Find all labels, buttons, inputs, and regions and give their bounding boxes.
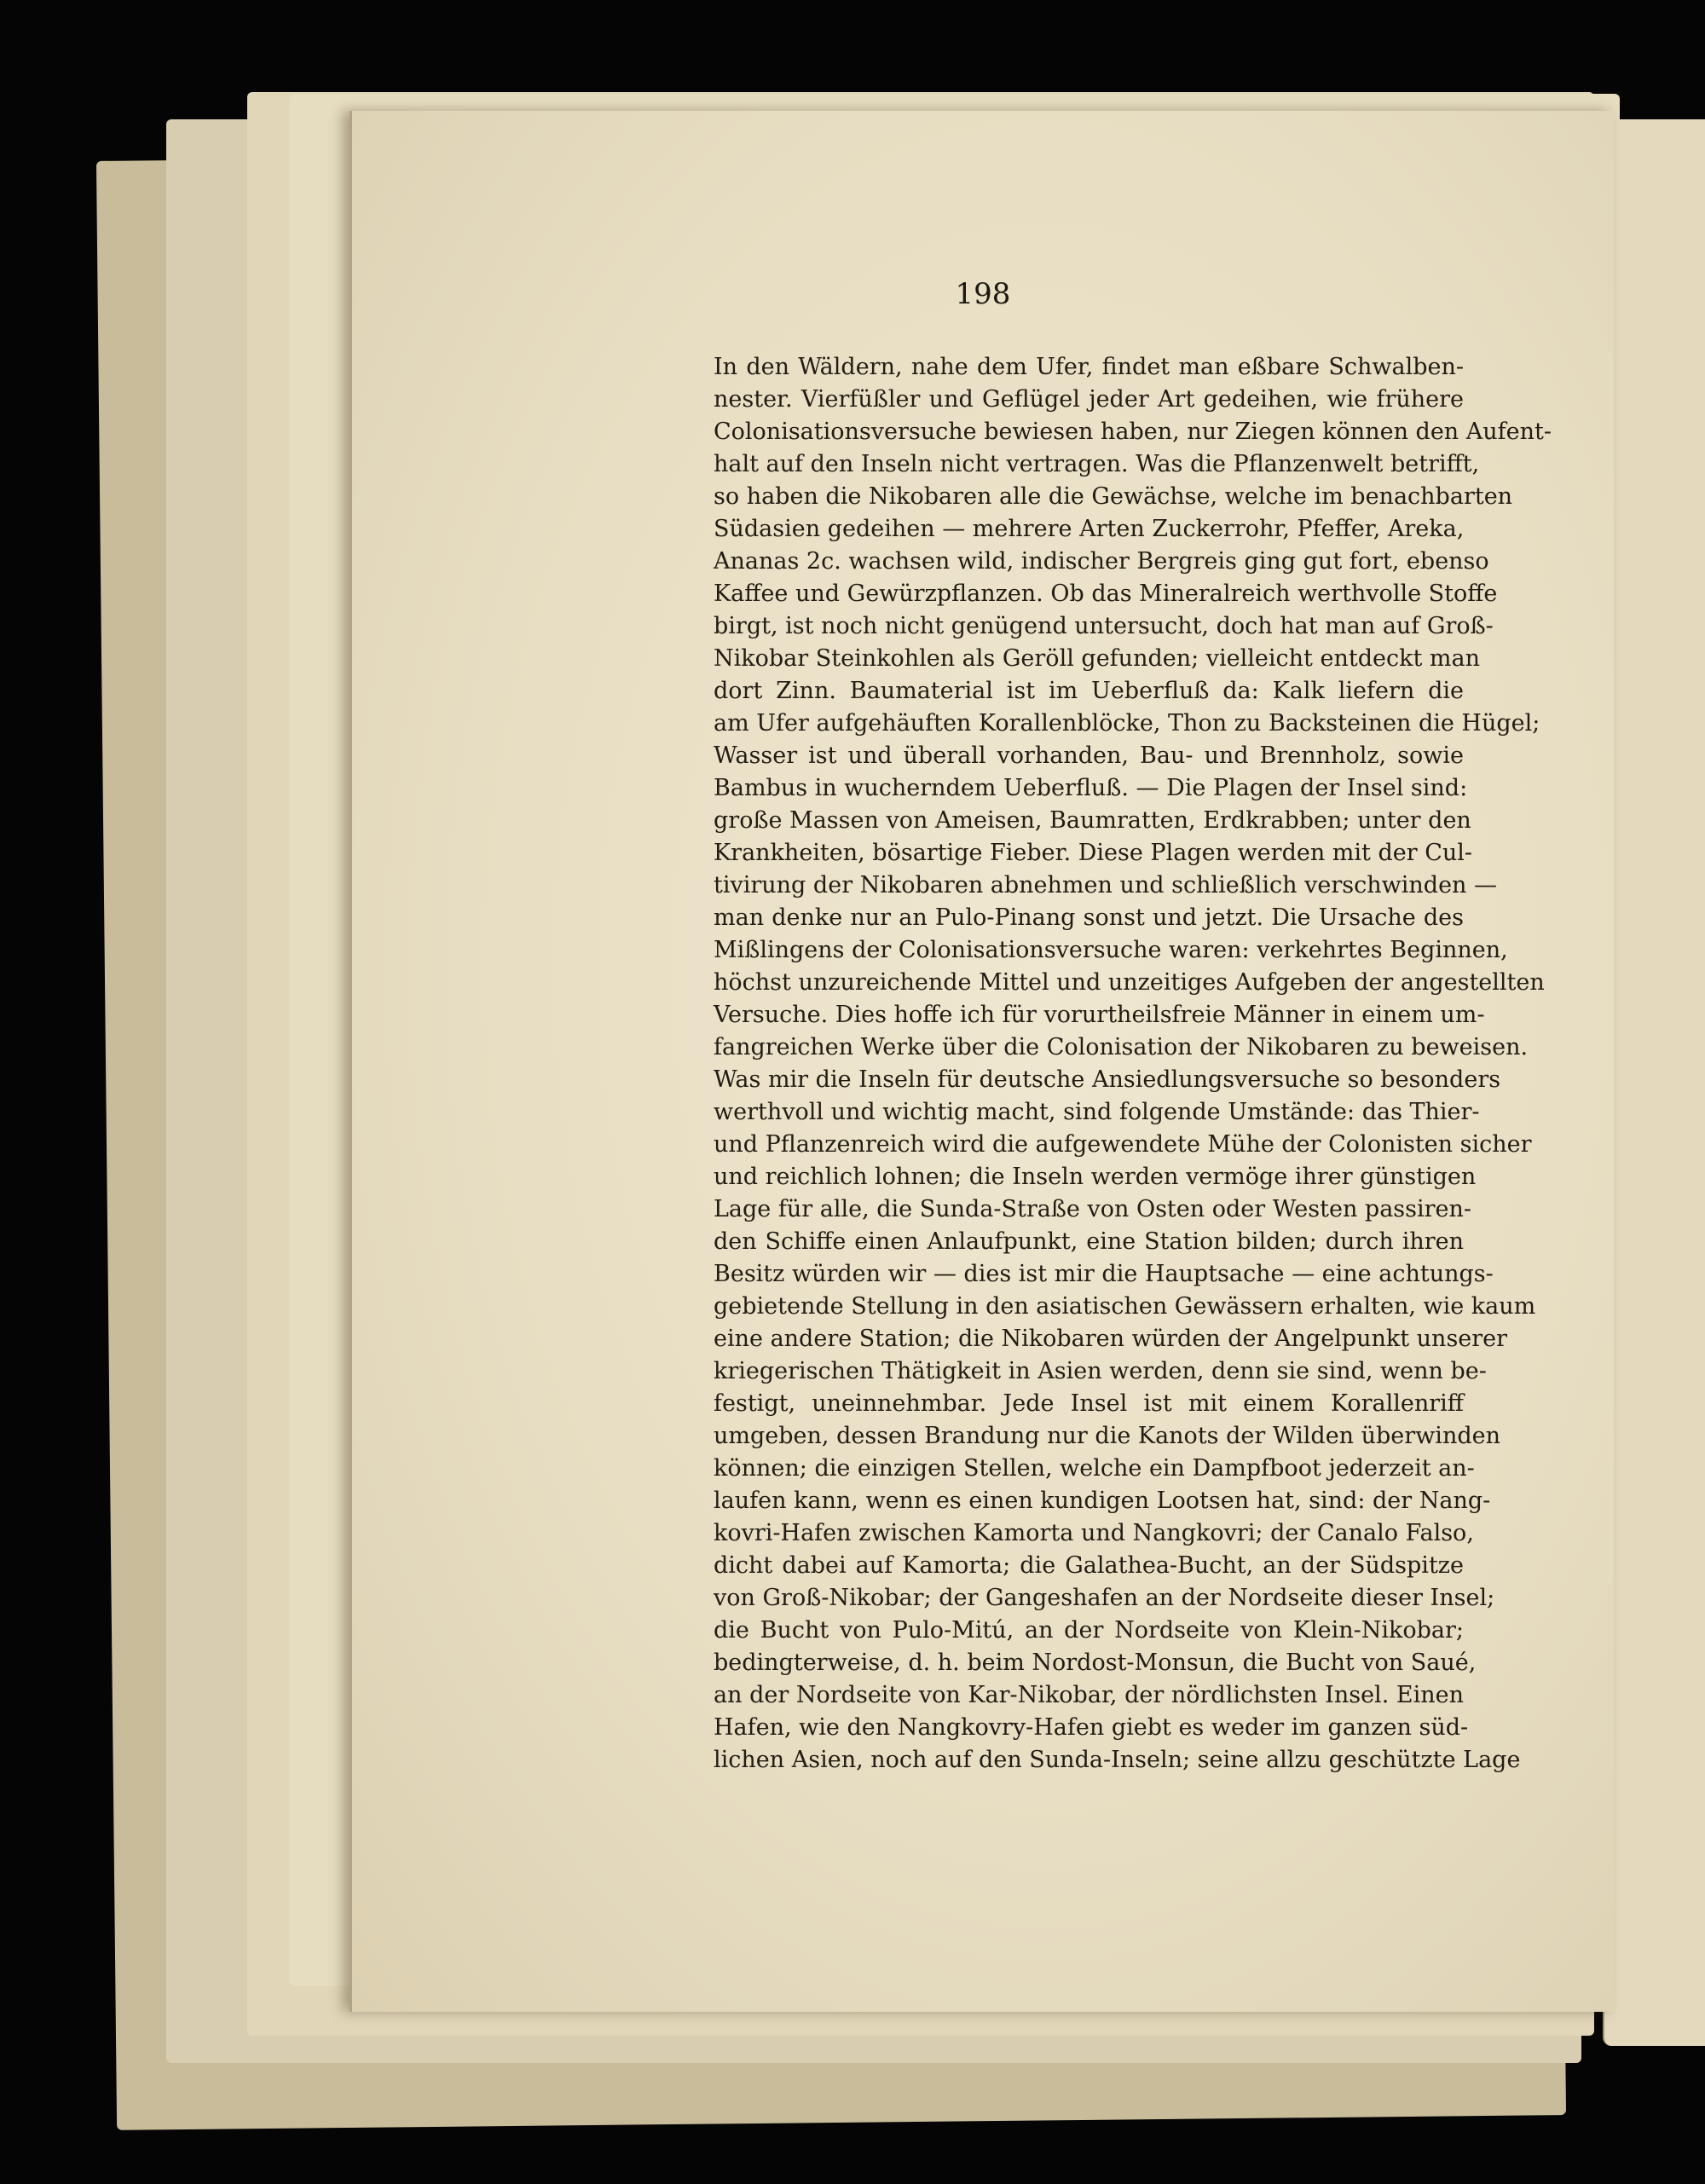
text-line: birgt, ist noch nicht genügend untersucht, doch hat man auf Groß- [714,613,1494,639]
text-line: nester. Vierfüßler und Geflügel jeder Art gedeihen, wie frühere [714,386,1464,413]
text-line: an der Nordseite von Kar-Nikobar, der nördlichsten Insel. Einen [714,1682,1464,1708]
text-line: die Bucht von Pulo-Mitú, an der Nordseite von Klein-Nikobar; [714,1617,1464,1644]
text-line: und reichlich lohnen; die Inseln werden vermöge ihrer günstigen [714,1164,1477,1190]
text-line: höchst unzureichende Mittel und unzeitiges Aufgeben der angestellten [714,969,1545,996]
text-line: fangreichen Werke über die Colonisation der Nikobaren zu beweisen. [714,1034,1529,1060]
body-text [714,351,1552,1777]
text-line: eine andere Station; die Nikobaren würden der Angelpunkt unserer [714,1326,1508,1352]
text-line: laufen kann, wenn es einen kundigen Lootsen hat, sind: der Nang- [714,1488,1491,1514]
text-line: bedingterweise, d. h. beim Nordost-Monsun, die Bucht von Saué, [714,1650,1477,1676]
text-line: kriegerischen Thätigkeit in Asien werden, denn sie sind, wenn be- [714,1358,1487,1384]
text-line: Krankheiten, bösartige Fieber. Diese Plagen werden mit der Cul- [714,840,1473,866]
text-line: kovri-Hafen zwischen Kamorta und Nangkovri; der Canalo Falso, [714,1520,1474,1546]
text-line: tivirung der Nikobaren abnehmen und schließlich verschwinden — [714,872,1498,898]
text-line: Versuche. Dies hoffe ich für vorurtheilsfreie Männer in einem um- [714,1002,1485,1028]
text-line: Was mir die Inseln für deutsche Ansiedlungsversuche so besonders [714,1066,1501,1093]
text-line: dort Zinn. Baumaterial ist im Ueberfluß da: Kalk liefern die [714,678,1464,704]
text-line: In den Wäldern, nahe dem Ufer, findet man eßbare Schwalben- [714,354,1464,380]
text-line: Ananas 2c. wachsen wild, indischer Bergreis ging gut fort, ebenso [714,548,1489,575]
text-line: von Groß-Nikobar; der Gangeshafen an der Nordseite dieser Insel; [714,1585,1495,1611]
text-line: Kaffee und Gewürzpflanzen. Ob das Mineralreich werthvolle Stoffe [714,581,1498,607]
text-line: Hafen, wie den Nangkovry-Hafen giebt es weder im ganzen süd- [714,1714,1469,1741]
text-line: am Ufer aufgehäuften Korallenblöcke, Thon zu Backsteinen die Hügel; [714,710,1540,737]
text-line: man denke nur an Pulo-Pinang sonst und jetzt. Die Ursache des [714,904,1464,931]
text-line: werthvoll und wichtig macht, sind folgende Umstände: das Thier- [714,1099,1480,1125]
facing-page-edge [1603,119,1705,2046]
book-page [350,111,1614,2012]
text-line: Besitz würden wir — dies ist mir die Hauptsache — eine achtungs- [714,1261,1494,1287]
text-line: gebietende Stellung in den asiatischen Gewässern erhalten, wie kaum [714,1293,1536,1320]
text-line: Mißlingens der Colonisationsversuche waren: verkehrtes Beginnen, [714,937,1508,963]
text-line: große Massen von Ameisen, Baumratten, Erdkrabben; unter den [714,807,1471,834]
text-line: Colonisationsversuche bewiesen haben, nur Ziegen können den Aufent- [714,419,1552,445]
text-line: Südasien gedeihen — mehrere Arten Zuckerrohr, Pfeffer, Areka, [714,516,1465,542]
text-line: Lage für alle, die Sunda-Straße von Osten oder Westen passiren- [714,1196,1472,1222]
text-line: lichen Asien, noch auf den Sunda-Inseln; seine allzu geschützte Lage [714,1747,1521,1773]
text-line: können; die einzigen Stellen, welche ein Dampfboot jederzeit an- [714,1455,1475,1482]
text-line: dicht dabei auf Kamorta; die Galathea-Bucht, an der Südspitze [714,1552,1464,1579]
text-line: Wasser ist und überall vorhanden, Bau- und Brennholz, sowie [714,742,1464,769]
text-line: umgeben, dessen Brandung nur die Kanots der Wilden überwinden [714,1423,1500,1449]
text-line: Bambus in wucherndem Ueberfluß. — Die Plagen der Insel sind: [714,775,1468,801]
text-line: festigt, uneinnehmbar. Jede Insel ist mit einem Korallenriff [714,1390,1464,1417]
text-line: den Schiffe einen Anlaufpunkt, eine Station bilden; durch ihren [714,1228,1464,1255]
text-line: halt auf den Inseln nicht vertragen. Was die Pflanzenwelt betrifft, [714,451,1480,477]
page-number: 198 [955,277,1011,311]
text-line: so haben die Nikobaren alle die Gewächse, welche im benachbarten [714,483,1513,510]
text-line: Nikobar Steinkohlen als Geröll gefunden; vielleicht entdeckt man [714,645,1480,672]
text-line: und Pflanzenreich wird die aufgewendete Mühe der Colonisten sicher [714,1131,1532,1158]
